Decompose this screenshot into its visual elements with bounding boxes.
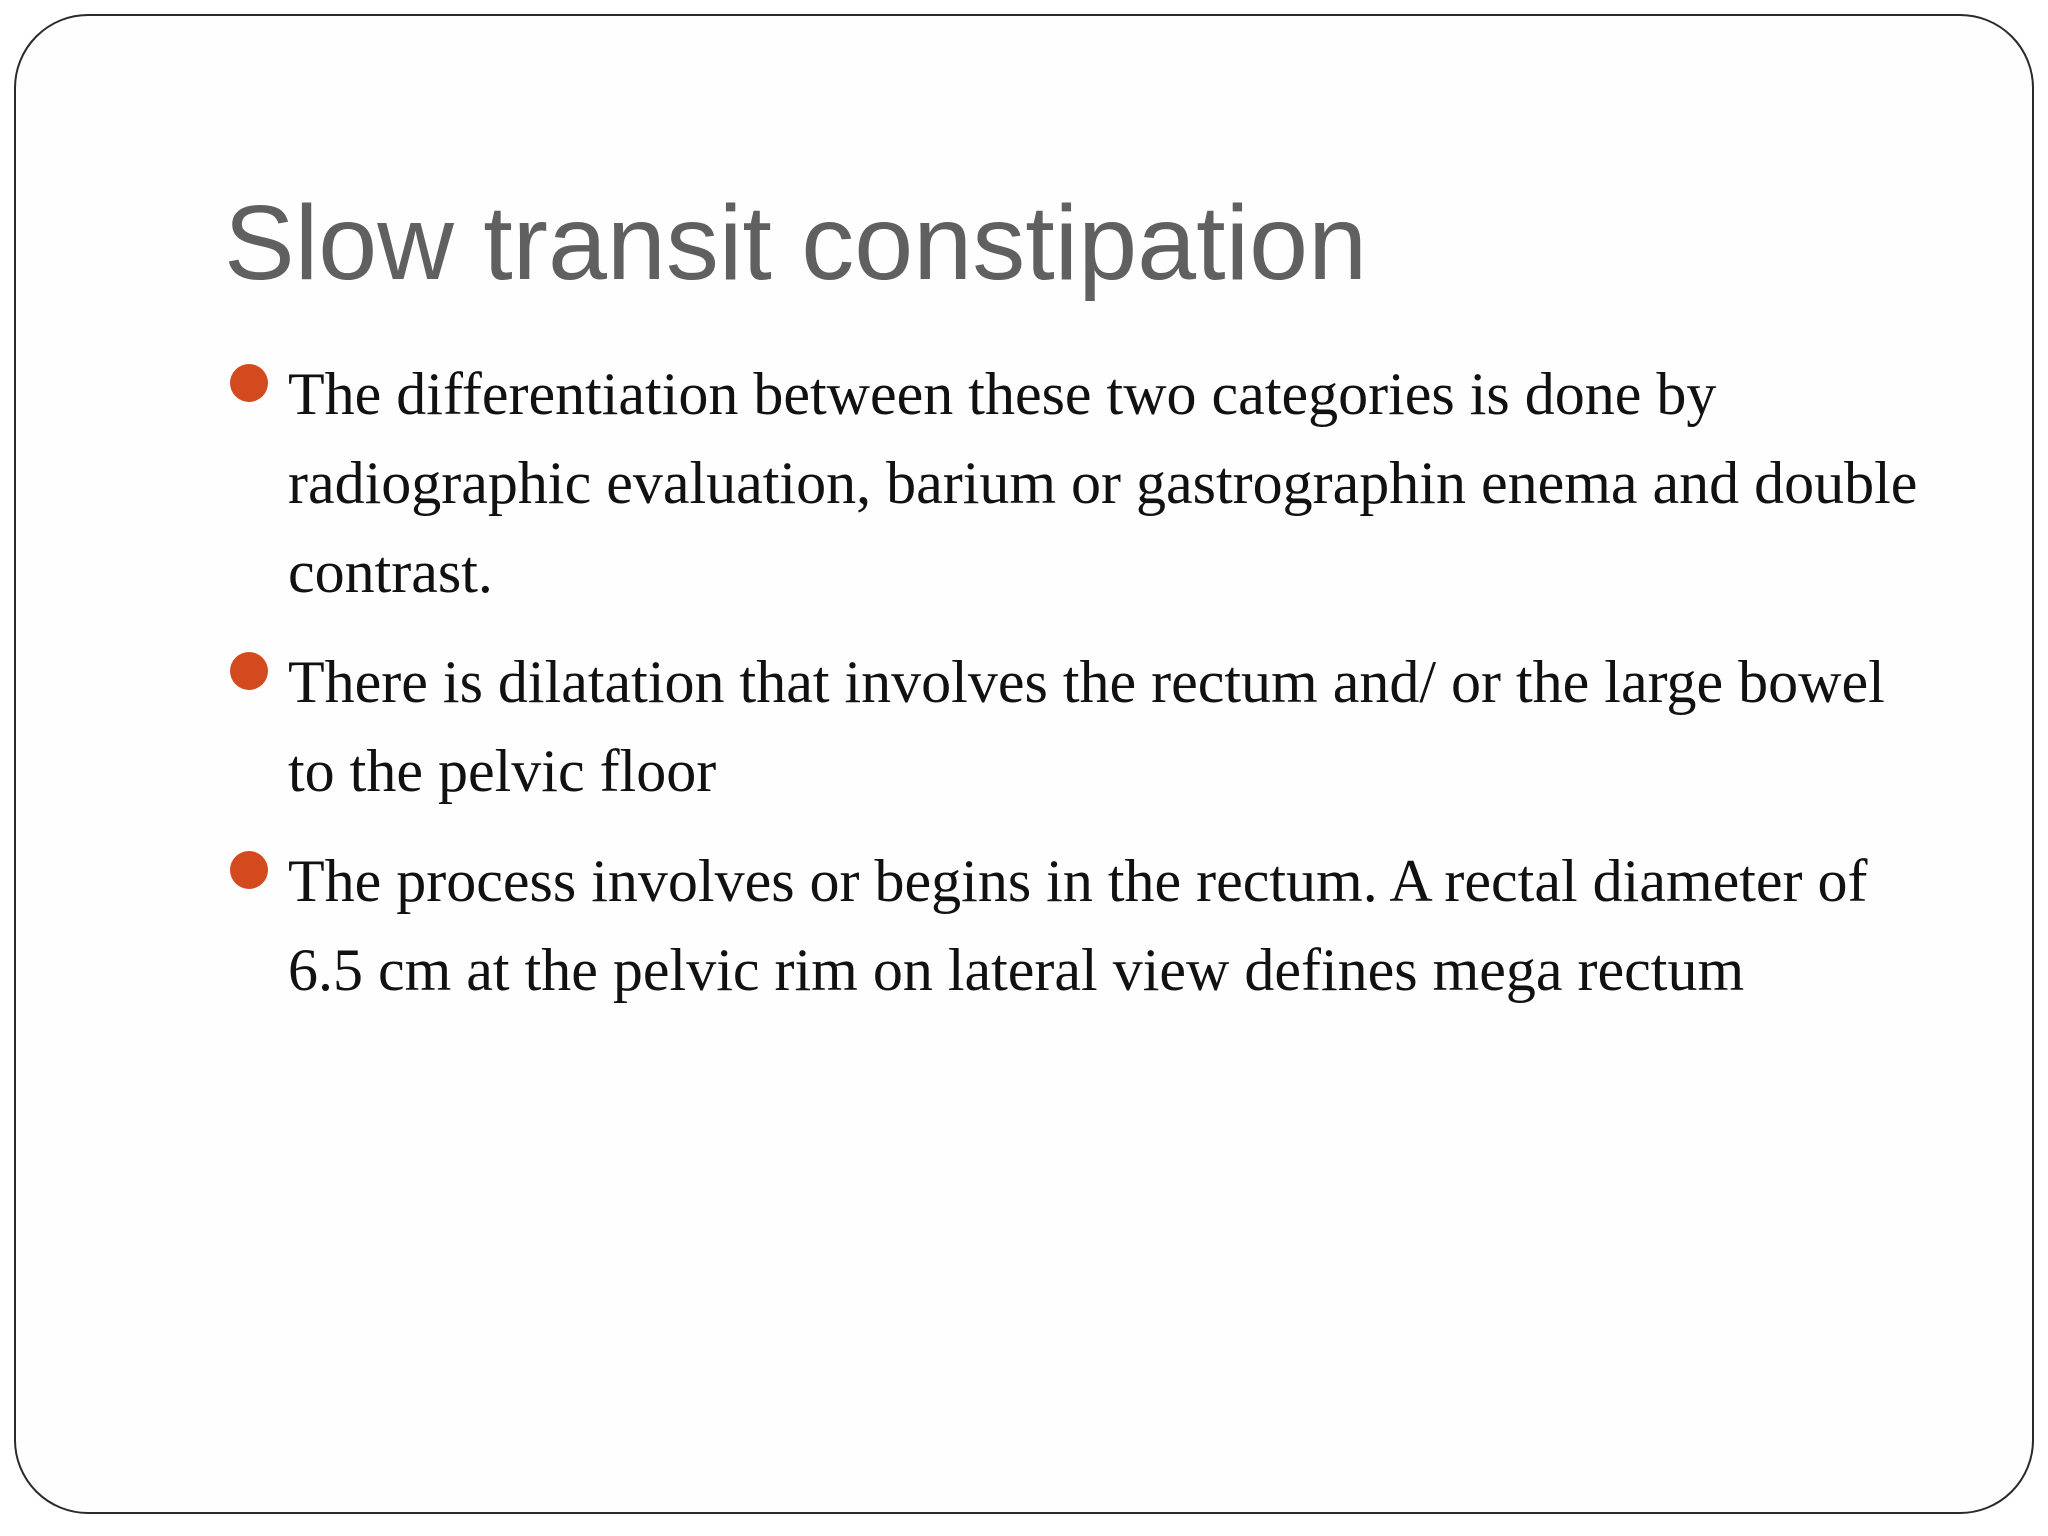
bullet-dot-icon — [230, 364, 268, 402]
bullet-text: The process involves or begins in the rectum. A rectal diameter of 6.5 cm at the pelvic rim on lateral view defines mega rectum — [288, 848, 1868, 1003]
bullet-text: The differentiation between these two categories is done by radiographic evaluation, barium or gastrographin enema and double contrast. — [288, 361, 1918, 605]
bullet-list — [230, 350, 1930, 1036]
bullet-item — [230, 837, 1930, 1015]
bullet-item — [230, 638, 1930, 816]
bullet-dot-icon — [230, 851, 268, 889]
slide-title: Slow transit constipation — [224, 184, 1368, 302]
bullet-item — [230, 350, 1930, 617]
bullet-dot-icon — [230, 652, 268, 690]
bullet-text: There is dilatation that involves the rectum and/ or the large bowel to the pelvic floor — [288, 649, 1885, 804]
